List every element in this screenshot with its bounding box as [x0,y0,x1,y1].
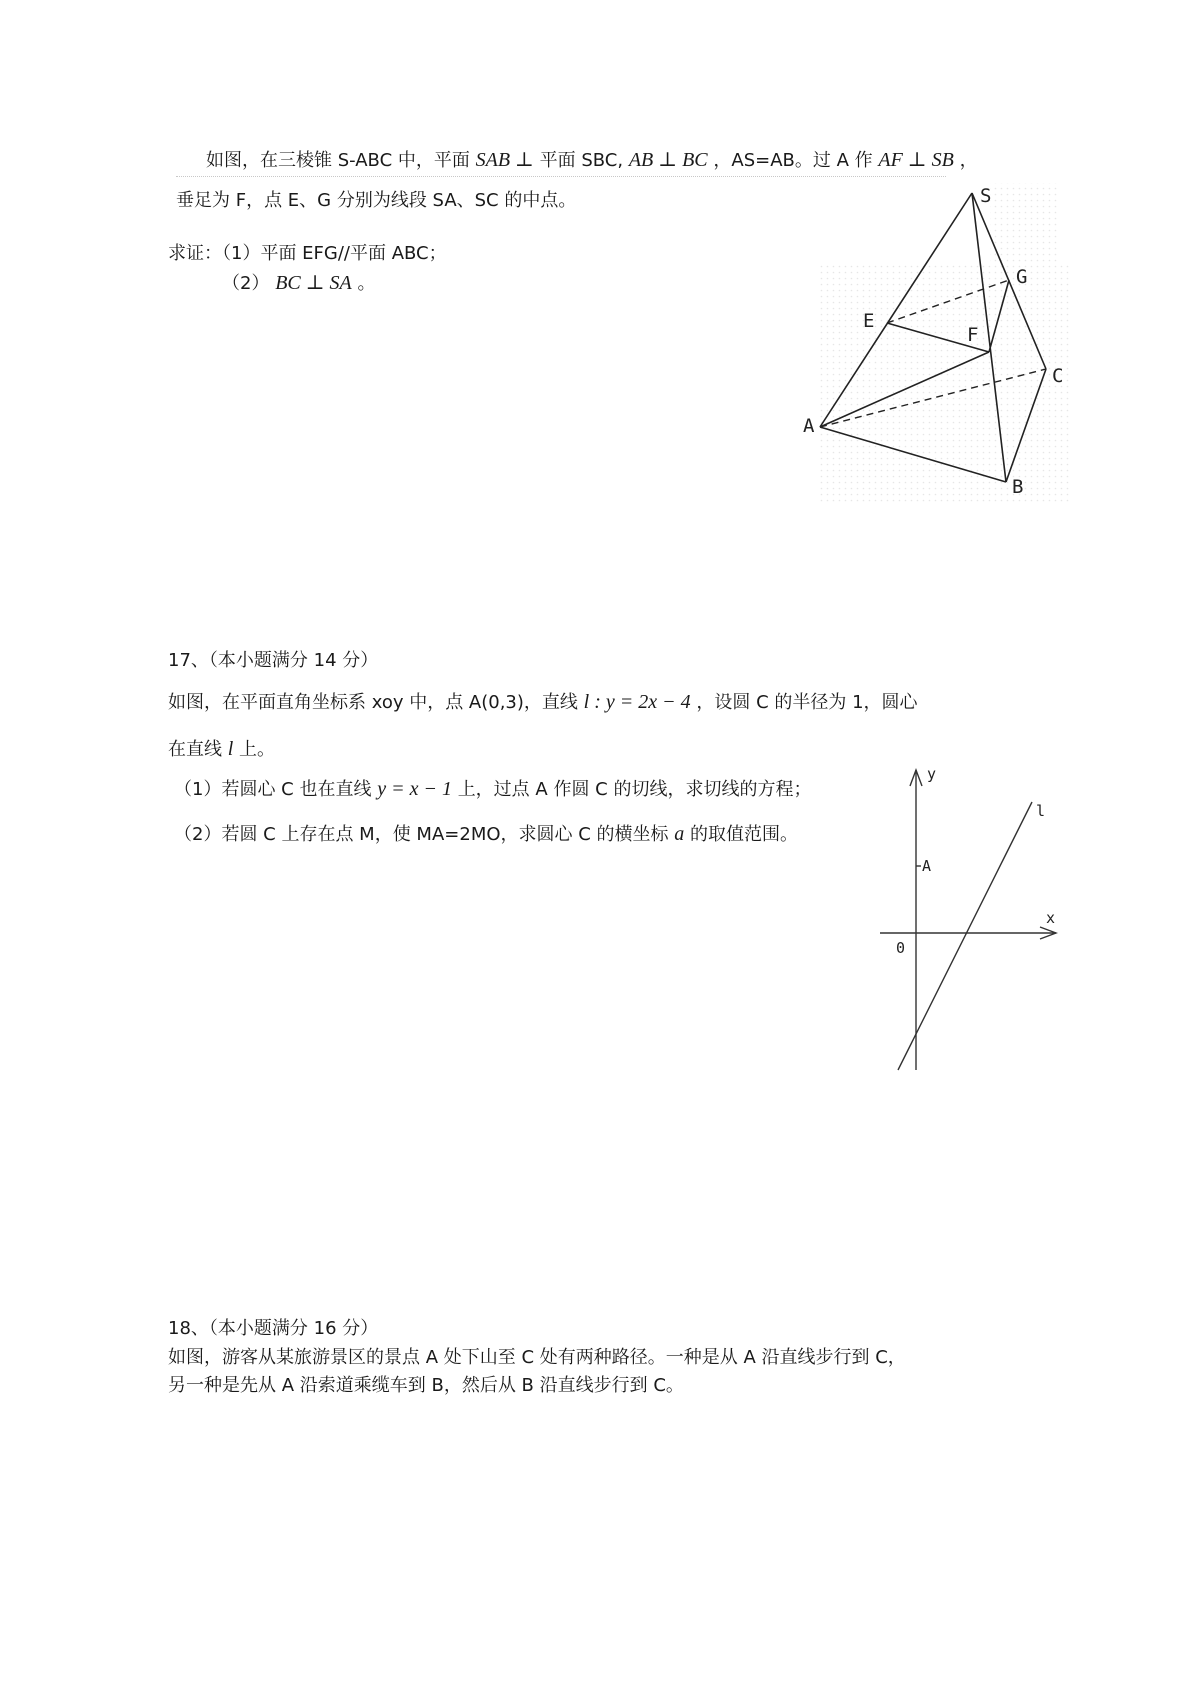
math-af-perp-sb: AF ⊥ SB [878,149,954,171]
line-l [898,802,1032,1070]
math-a: a [674,823,685,845]
label-f: F [967,324,979,346]
label-c: C [1052,365,1064,387]
problem17-question2 [174,822,798,847]
label-x: x [1046,909,1056,927]
problem18-line1: 如图，游客从某旅游景区的景点 A 处下山至 C 处有两种路径。一种是从 A 沿直线步行到 C， [168,1347,906,1368]
figure-texture [818,263,1070,503]
figure-texture [990,183,1060,268]
label-a: A [803,415,815,437]
pyramid-figure [790,175,1080,510]
label-e: E [863,310,875,332]
label-y: y [927,765,937,783]
problem17-line2-a: 在直线 [168,739,222,760]
q1-b: 上，过点 A 作圆 C 的切线，求切线的方程； [457,779,812,800]
problem17-line2-b: 上。 [239,739,276,760]
math-ab-perp-bc: AB ⊥ BC [628,149,708,171]
q2-a: （2）若圆 C 上存在点 M，使 MA=2MO，求圆心 C 的横坐标 [174,824,669,845]
problem16-intro-b: 平面 SBC, [539,150,624,171]
label-b: B [1012,476,1024,498]
part2-suffix: 。 [357,273,376,294]
problem17-line1 [168,690,918,715]
label-a-point: A [922,857,932,875]
problem17-line1-b: ，设圆 C 的半径为 1，圆心 [696,692,918,713]
math-sab: SAB ⊥ [475,149,534,171]
label-l: l [1036,802,1046,820]
problem16-part2 [222,271,376,296]
part2-prefix: （2） [222,273,270,294]
label-g: G [1016,266,1028,288]
math-bc-perp-sa: BC ⊥ SA [275,272,352,294]
problem17-line1-a: 如图，在平面直角坐标系 xoy 中，点 A(0,3)，直线 [168,692,578,713]
problem17-question1 [174,777,811,802]
q1-a: （1）若圆心 C 也在直线 [174,779,372,800]
q2-b: 的取值范围。 [690,824,798,845]
coordinate-figure [860,760,1070,1080]
math-l: l [227,738,234,760]
math-y-x-1: y = x − 1 [377,778,452,800]
problem17-heading: 17、（本小题满分 14 分） [168,650,379,671]
problem16-intro-a: 如图，在三棱锥 S-ABC 中，平面 [206,150,470,171]
problem16-intro-d: ， [959,150,978,171]
problem16-intro-c: ，AS=AB。过 A 作 [713,150,873,171]
label-s: S [980,185,992,207]
problem16-intro-line [206,148,978,173]
math-line-l: l : y = 2x − 4 [583,691,691,713]
label-origin: 0 [896,939,906,957]
problem18-line2: 另一种是先从 A 沿索道乘缆车到 B，然后从 B 沿直线步行到 C。 [168,1375,684,1396]
problem16-line2: 垂足为 F，点 E、G 分别为线段 SA、SC 的中点。 [176,190,577,211]
problem17-line2 [168,737,275,762]
problem16-prove-label: 求证：（1）平面 EFG//平面 ABC； [168,243,447,264]
problem18-heading: 18、（本小题满分 16 分） [168,1318,379,1339]
